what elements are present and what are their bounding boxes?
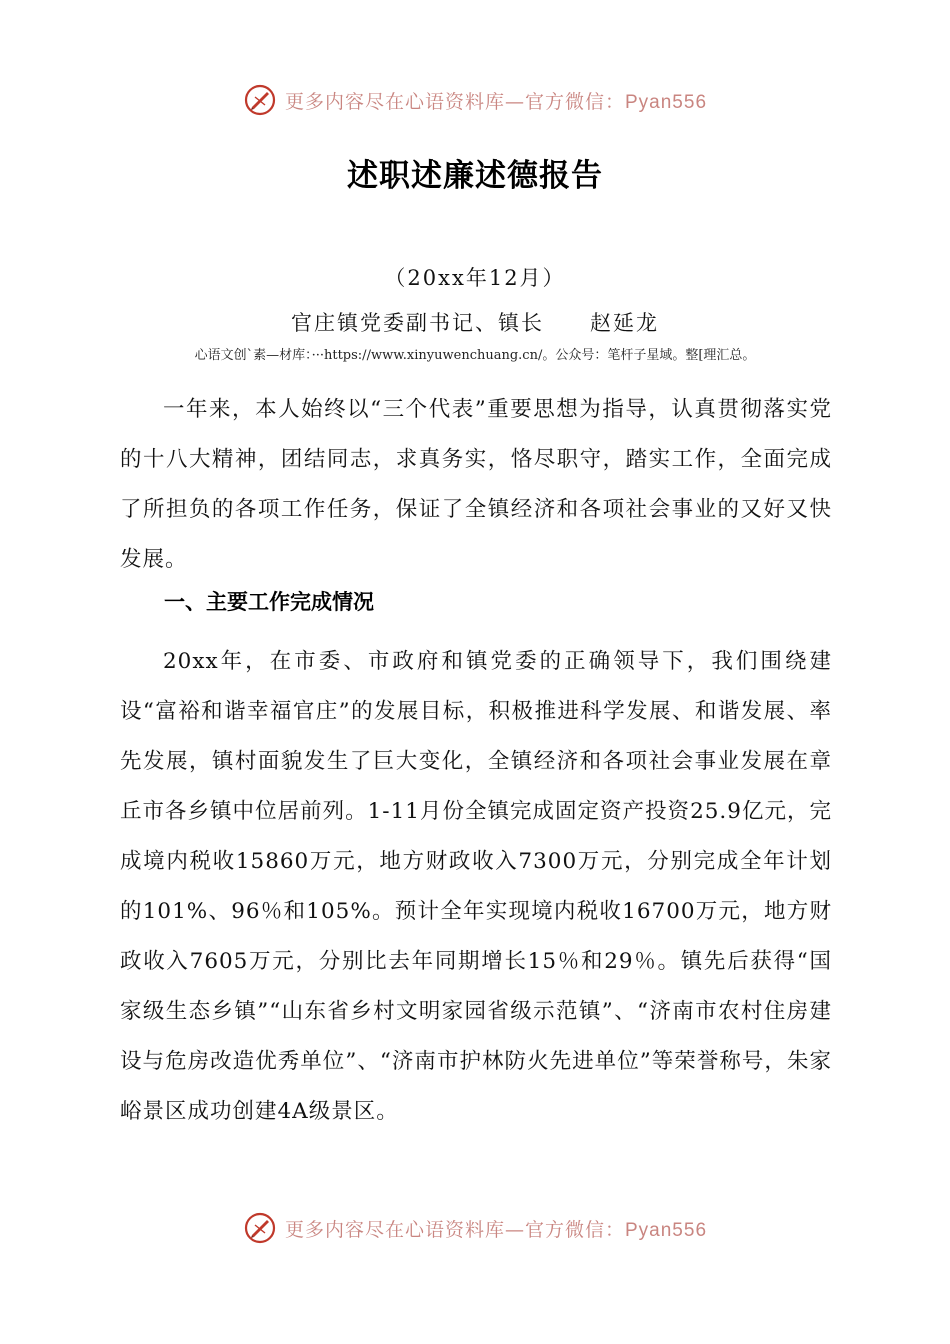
- watermark-separator: —: [504, 1218, 525, 1241]
- watermark-separator: —: [504, 90, 525, 113]
- watermark-text: [285, 87, 707, 114]
- watermark-text: [285, 1215, 707, 1242]
- section-heading: 一、主要工作完成情况: [164, 590, 374, 614]
- pen-logo-icon: [243, 83, 277, 117]
- watermark-main: 更多内容尽在心语资料库: [284, 90, 505, 113]
- watermark-main: 更多内容尽在心语资料库: [284, 1218, 505, 1241]
- watermark-wechat-id: Pyan556: [625, 1219, 708, 1241]
- watermark-suffix: 官方微信：: [524, 90, 625, 113]
- watermark-suffix: 官方微信：: [524, 1218, 625, 1241]
- intro-paragraph: 一年来，本人始终以“三个代表”重要思想为指导，认真贯彻落实党的十八大精神，团结同志，求真务实，恪尽职守，踏实工作，全面完成了所担负的各项工作任务，保证了全镇经济和各项社会事业的又好又快发展。: [120, 397, 832, 572]
- watermark-footer: [0, 1208, 950, 1248]
- source-note: 心语文创`素—材库：···https://www.xinyuwenchuang.cn/。公众号：笔杆子星域。整[理汇总。: [194, 348, 756, 363]
- section-paragraph: 20xx年，在市委、市政府和镇党委的正确领导下，我们围绕建设“富裕和谐幸福官庄”的发展目标，积极推进科学发展、和谐发展、率先发展，镇村面貌发生了巨大变化，全镇经济和各项社会事业发展在章丘市各乡镇中位居前列。1-11月份全镇完成固定资产投资25.9亿元，完成境内税收15860万元，地方财政收入7300万元，分别完成全年计划的101%、96％和105%。预计全年实现境内税收16700万元，地方财政收入7605万元，分别比去年同期增长15％和29％。镇先后获得“国家级生态乡镇”“山东省乡村文明家园省级示范镇”、“济南市农村住房建设与危房改造优秀单位”、“济南市护林防火先进单位”等荣誉称号，朱家峪景区成功创建4A级景区。: [120, 649, 832, 1124]
- watermark-wechat-id: Pyan556: [625, 91, 708, 113]
- watermark-header: [0, 80, 950, 120]
- pen-logo-icon: [243, 1211, 277, 1245]
- report-author: 官庄镇党委副书记、镇长 赵延龙: [291, 311, 659, 335]
- report-date: （20xx年12月）: [384, 266, 566, 290]
- document-title: 述职述廉述德报告: [347, 158, 603, 194]
